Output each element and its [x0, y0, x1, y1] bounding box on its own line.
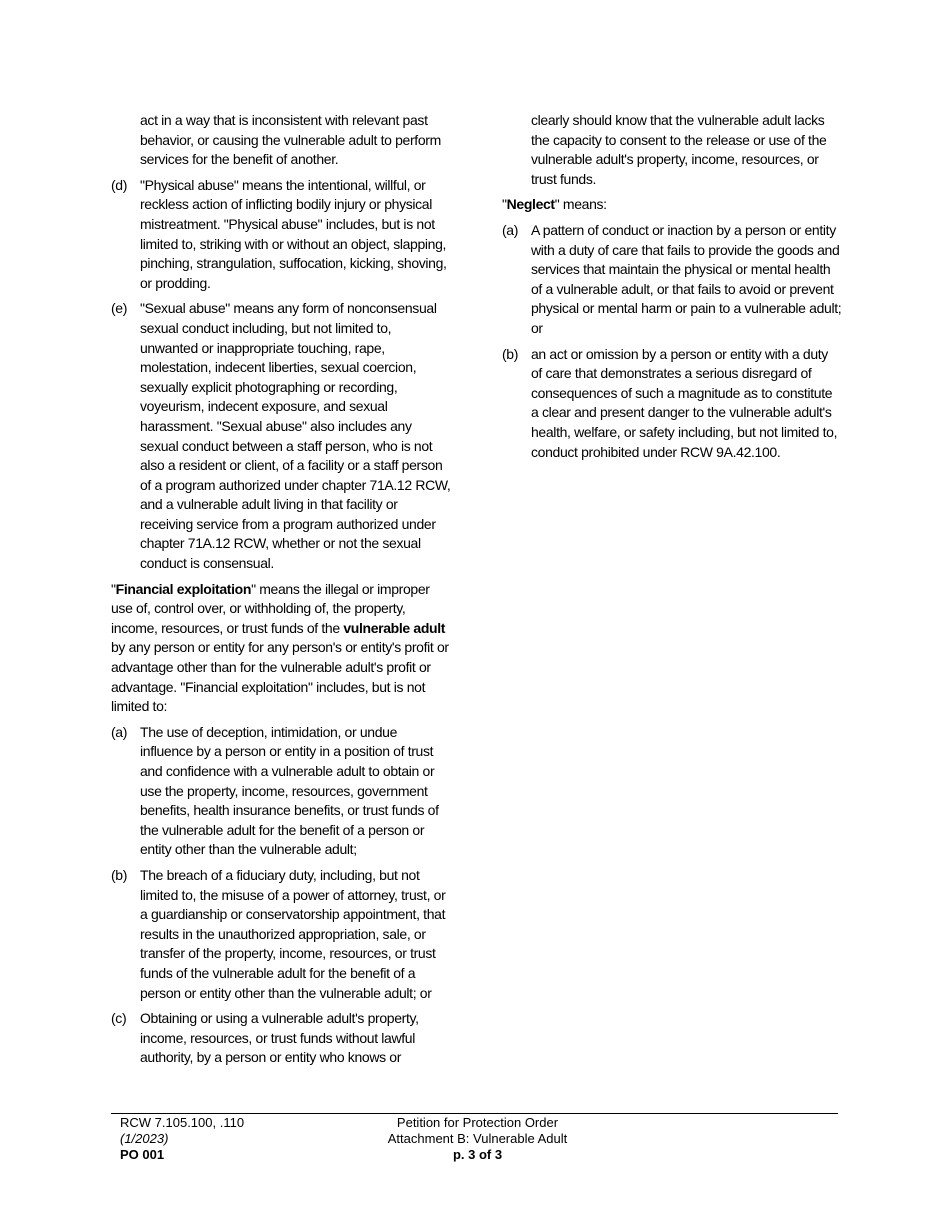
item-marker: (d) [111, 176, 128, 193]
neglect-definition [502, 195, 842, 215]
item-text: The breach of a fiduciary duty, including, but not limited to, the misuse of a power of attorney, trust, or a guardianship or conservatorship appointment, that results in the unauthorized appropriation, sale, or transfer of the property, income, resources, or trust funds of the vulnerable adult for the benefit of a person or entity other than the vulnerable adult; or [140, 866, 446, 1001]
list-item-financial-a [111, 723, 451, 860]
right-column [502, 111, 842, 468]
defined-term-reference: vulnerable adult [343, 619, 446, 636]
list-item-financial-b [111, 866, 451, 1003]
continued-text: act in a way that is inconsistent with relevant past behavior, or causing the vulnerable adult to perform services for the benefit of another. [140, 112, 441, 168]
item-text: "Sexual abuse" means any form of nonconsensual sexual conduct including, but not limited to, unwanted or inappropriate touching, rape, molestation, indecent liberties, sexual coercion, sexually explicit photographing or recording, voyeurism, indecent exposure, and sexual harassment. "Sexual abuse" also includes any sexual conduct between a staff person, who is not also a resident or client, of a facility or a staff person of a program authorized under chapter 71A.12 RCW, and a vulnerable adult living in that facility or receiving service from a program authorized under chapter 71A.12 RCW, whether or not the sexual conduct is consensual. [140, 300, 451, 572]
item-text: A pattern of conduct or inaction by a person or entity with a duty of care that fails to provide the goods and services that maintain the physical or mental health of a vulnerable adult, or that fails to avoid or prevent physical or mental harm or pain to a vulnerable adult; or [531, 221, 842, 336]
item-marker: (b) [502, 345, 519, 362]
item-marker: (c) [111, 1010, 127, 1027]
footer-form-title: Petition for Protection Order [396, 1115, 559, 1130]
item-marker: (e) [111, 300, 128, 317]
left-column [111, 111, 451, 1074]
financial-exploitation-definition [111, 580, 451, 717]
list-item-neglect-b [502, 345, 842, 463]
defined-term: Financial exploitation [115, 580, 252, 597]
definition-text: " means: [554, 196, 607, 213]
footer-form-subtitle: Attachment B: Vulnerable Adult [387, 1131, 568, 1146]
footer-revision-date: (1/2023) [120, 1131, 169, 1146]
definition-item-physical-abuse [111, 176, 451, 294]
footer-statute: RCW 7.105.100, .110 [120, 1115, 245, 1130]
list-item-financial-c [111, 1009, 451, 1068]
footer-page-number: p. 3 of 3 [452, 1147, 503, 1162]
footer-divider [111, 1113, 838, 1114]
item-text: an act or omission by a person or entity with a duty of care that demonstrates a serious disregard of consequences of such a magnitude as to constitute a clear and present danger to the vulnerable adult's health, welfare, or safety including, but not limited to, conduct prohibited under RCW 9A.42.100. [531, 345, 838, 460]
footer-center [340, 1115, 615, 1163]
footer-form-number: PO 001 [120, 1147, 165, 1162]
item-text: "Physical abuse" means the intentional, willful, or reckless action of inflicting bodily injury or physical mistreatment. "Physical abuse" includes, but is not limited to, striking with or without an object, slapping, pinching, strangulation, suffocation, kicking, shoving, or prodding. [140, 176, 447, 291]
item-text: Obtaining or using a vulnerable adult's property, income, resources, or trust funds without lawful authority, by a person or entity who knows or [140, 1010, 419, 1066]
quote-mark: " [502, 196, 507, 213]
definition-text: " means the illegal or improper use of, control over, or withholding of, the property, income, resources, or trust funds of the [111, 580, 430, 636]
list-item-neglect-a [502, 221, 842, 339]
definition-text: by any person or entity for any person's or entity's profit or advantage other than for the vulnerable adult's profit or advantage. "Financial exploitation" includes, but is not limited to: [111, 639, 449, 715]
defined-term: Neglect [506, 196, 555, 213]
item-marker: (a) [111, 723, 128, 740]
quote-mark: " [111, 580, 116, 597]
footer-left [120, 1115, 340, 1163]
definition-item-sexual-abuse [111, 299, 451, 573]
continued-text: clearly should know that the vulnerable adult lacks the capacity to consent to the release or use of the vulnerable adult's property, income, resources, or trust funds. [531, 112, 827, 187]
item-marker: (a) [502, 221, 519, 238]
item-marker: (b) [111, 866, 128, 883]
item-text: The use of deception, intimidation, or undue influence by a person or entity in a position of trust and confidence with a vulnerable adult to obtain or use the property, income, resources, government benefits, health insurance benefits, or trust funds of the vulnerable adult for the benefit of a person or entity other than the vulnerable adult; [140, 723, 439, 858]
